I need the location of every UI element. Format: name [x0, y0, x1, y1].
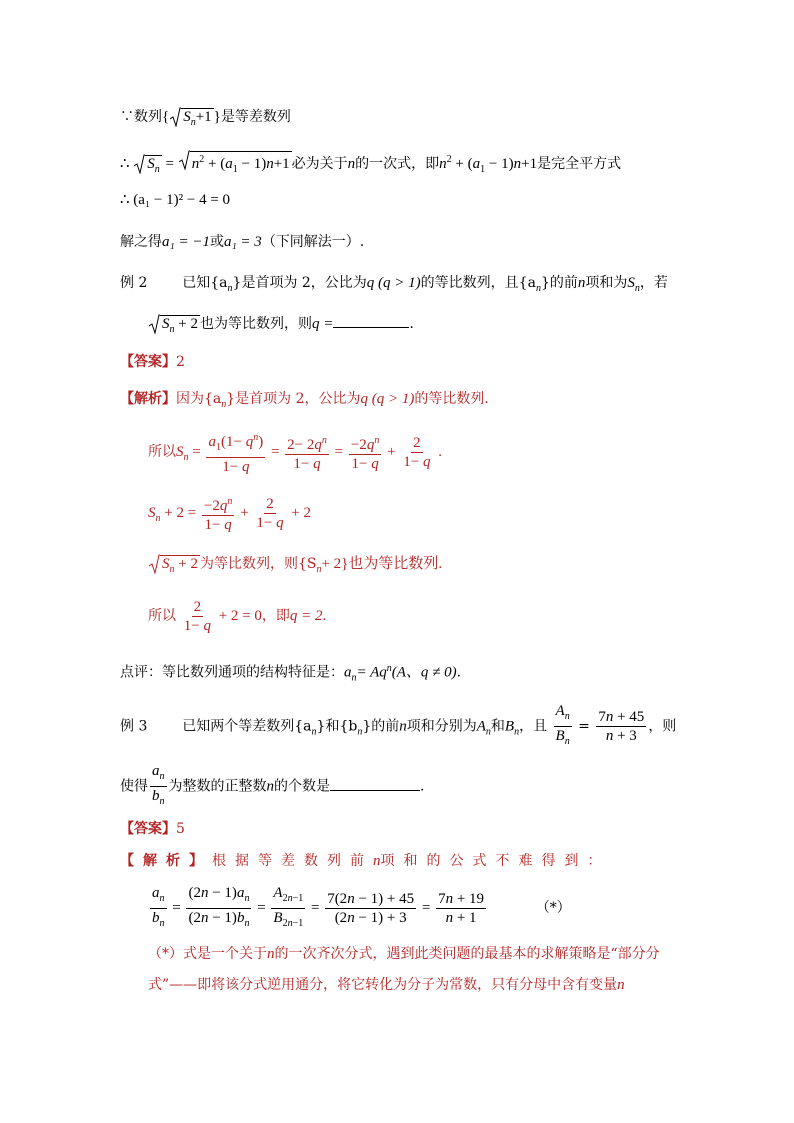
answer-3: 【答案】5 — [120, 821, 185, 837]
ratio-derivation: $\frac{a_n}{b_n}$ = $\frac{(2n - 1)a_n}{(2n - 1)b_n}$ = $\frac{A_{2n-1}}{B_{2n-1}}$ = $\frac{7(2n - 1) + 45}{(2n - 1) + 3}$ = $\frac{7n + 19}{n + 1}$ （*） — [152, 885, 571, 929]
answer-blank-3 — [330, 778, 420, 791]
because-text: ∵数列 — [120, 109, 162, 125]
line-equation: ∴ (a₁ − 1)² − 4 = 0 — [120, 192, 231, 208]
sn2-geometric-line: $S_n + 2$ 为等比数列，则$\{S_n+ 2\}$也为等比数列. — [148, 555, 442, 579]
answer-blank — [333, 315, 409, 328]
sqrt-sn-plus-1: $S_n+1$ — [170, 108, 213, 131]
comment-line: 点评：等比数列通项的结构特征是：$a_n= Aq^n(A$、q ≠ 0). — [120, 663, 462, 684]
example-2-line-2: $S_n + 2$ 也为等比数列，则q = . — [148, 315, 414, 338]
sn-plus-2-formula: $S_n + 2$ = $\frac{-2q^n}{1- q}$ + $\frac{2}{1- q}$ + 2 — [148, 496, 312, 533]
line-sequence-arithmetic: ∵数列{ $S_n+1$ }是等差数列 — [120, 108, 291, 131]
example-3-statement: 例 3 已知两个等差数列$\{a_n\}$和$\{b_n\}$的前n项和分别为$A_n$和$B_n$，且 $\frac{A_n}{B_n}$ = $\frac{7n + 45}{n + 3}$ ，则 — [120, 703, 677, 747]
line-solution: 解之得a₁ = −1或a₁ = 3（下同解法一）. — [120, 234, 365, 250]
is-arithmetic-text: 是等差数列 — [220, 109, 291, 125]
analysis-3-para-2: 式”——即将该分式逆用通分，将它转化为分子为常数，只有分母中含有变量n — [148, 977, 625, 993]
sn-formula: 所以$S_n$ = $\frac{a_1(1- q^n)}{1- q}$ = $\frac{2- 2q^n}{1- q}$ = $\frac{-2q^n}{1- q}$ + $\frac{2}{1- q}$ . — [148, 432, 442, 475]
analysis-3-para-1: （*）式是一个关于n的一次齐次分式，遇到此类问题的最基本的求解策略是“部分分 — [148, 946, 660, 962]
example-3-line-2: 使得 $\frac{a_n}{b_n}$ 为整数的正整数n的个数是 . — [120, 763, 425, 807]
solve-q-line: 所以 $\frac{2}{1- q}$ + 2 = 0，即q = 2. — [148, 599, 327, 635]
line-perfect-square: ∴ $S_n$ = $n^2 + (a_1 - 1)n+1$ 必为关于n的一次式，即$n^2 + (a_1 - 1)n+1$是完全平方式 — [120, 151, 621, 179]
analysis-3-intro: 【解析】根据等差数列前n项和的公式不难得到： — [120, 853, 611, 869]
answer-2: 【答案】2 — [120, 354, 185, 370]
example-2-statement: 例 2 已知$\{a_n\}$是首项为 2，公比为q (q > 1)的等比数列，且$\{a_n\}$的前n项和为$S_n$，若 — [120, 275, 668, 294]
example-3-label: 例 3 — [120, 718, 148, 735]
analysis-2-intro: 【解析】因为$\{a_n\}$是首项为 2，公比为q (q > 1)的等比数列. — [120, 391, 489, 410]
example-2-label: 例 2 — [120, 275, 148, 291]
